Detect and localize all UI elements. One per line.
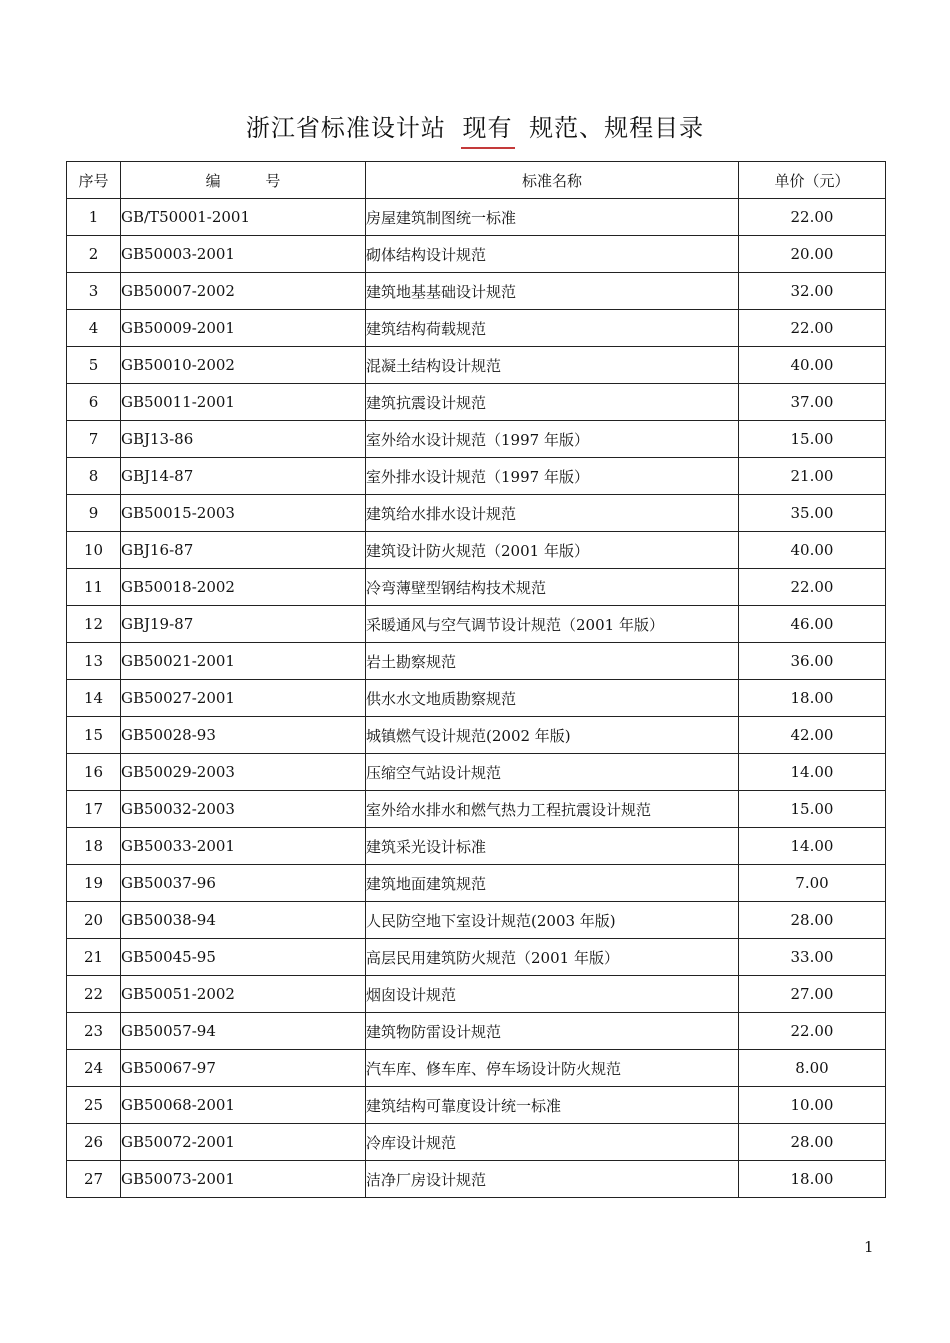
row-price: 14.00 [739, 828, 886, 865]
title-middle [461, 108, 515, 143]
header-code: 编 号 [121, 162, 366, 199]
table-row [67, 1124, 886, 1161]
table-row [67, 680, 886, 717]
row-price: 8.00 [739, 1050, 886, 1087]
row-price: 18.00 [739, 1161, 886, 1198]
row-name: 房屋建筑制图统一标准 [366, 199, 739, 236]
table-row [67, 458, 886, 495]
row-no: 5 [67, 347, 121, 384]
row-no: 16 [67, 754, 121, 791]
row-price: 37.00 [739, 384, 886, 421]
row-name: 采暖通风与空气调节设计规范（2001 年版） [366, 606, 739, 643]
row-no: 18 [67, 828, 121, 865]
table-row [67, 199, 886, 236]
row-price: 36.00 [739, 643, 886, 680]
row-price: 7.00 [739, 865, 886, 902]
row-code: GBJ14-87 [121, 458, 366, 495]
row-no: 9 [67, 495, 121, 532]
row-price: 21.00 [739, 458, 886, 495]
table-row [67, 717, 886, 754]
table-row [67, 1161, 886, 1198]
row-name: 建筑抗震设计规范 [366, 384, 739, 421]
row-code: GB50073-2001 [121, 1161, 366, 1198]
table-row [67, 384, 886, 421]
row-name: 建筑地面建筑规范 [366, 865, 739, 902]
row-name: 建筑地基基础设计规范 [366, 273, 739, 310]
table-row [67, 421, 886, 458]
table-row [67, 754, 886, 791]
row-code: GB50028-93 [121, 717, 366, 754]
row-no: 10 [67, 532, 121, 569]
table-row [67, 236, 886, 273]
row-no: 12 [67, 606, 121, 643]
row-name: 建筑设计防火规范（2001 年版） [366, 532, 739, 569]
row-price: 22.00 [739, 1013, 886, 1050]
row-code: GB50038-94 [121, 902, 366, 939]
page-number: 1 [864, 1238, 874, 1256]
row-price: 35.00 [739, 495, 886, 532]
row-code: GB50032-2003 [121, 791, 366, 828]
row-price: 22.00 [739, 199, 886, 236]
row-code: GBJ16-87 [121, 532, 366, 569]
row-name: 岩土勘察规范 [366, 643, 739, 680]
row-no: 17 [67, 791, 121, 828]
title-right: 规范、规程目录 [529, 114, 705, 142]
row-name: 洁净厂房设计规范 [366, 1161, 739, 1198]
row-price: 20.00 [739, 236, 886, 273]
row-price: 32.00 [739, 273, 886, 310]
table-row [67, 828, 886, 865]
table-row [67, 1050, 886, 1087]
row-no: 6 [67, 384, 121, 421]
row-price: 40.00 [739, 347, 886, 384]
row-no: 25 [67, 1087, 121, 1124]
row-name: 冷库设计规范 [366, 1124, 739, 1161]
row-price: 33.00 [739, 939, 886, 976]
table-row [67, 1013, 886, 1050]
table-row [67, 532, 886, 569]
row-code: GB/T50001-2001 [121, 199, 366, 236]
page-title [0, 108, 950, 143]
row-name: 建筑给水排水设计规范 [366, 495, 739, 532]
row-name: 烟囱设计规范 [366, 976, 739, 1013]
row-no: 2 [67, 236, 121, 273]
title-left: 浙江省标准设计站 [245, 114, 446, 142]
row-code: GB50021-2001 [121, 643, 366, 680]
row-no: 3 [67, 273, 121, 310]
row-name: 建筑结构可靠度设计统一标准 [366, 1087, 739, 1124]
row-price: 42.00 [739, 717, 886, 754]
table-row [67, 347, 886, 384]
table-body [67, 199, 886, 1198]
row-name: 室外排水设计规范（1997 年版） [366, 458, 739, 495]
row-price: 10.00 [739, 1087, 886, 1124]
title-middle-text: 现有 [462, 114, 513, 142]
table-header-row [67, 162, 886, 199]
row-name: 建筑物防雷设计规范 [366, 1013, 739, 1050]
row-price: 22.00 [739, 569, 886, 606]
row-name: 冷弯薄壁型钢结构技术规范 [366, 569, 739, 606]
table-row [67, 976, 886, 1013]
row-no: 19 [67, 865, 121, 902]
title-underline [461, 147, 515, 149]
row-no: 11 [67, 569, 121, 606]
row-code: GB50029-2003 [121, 754, 366, 791]
row-price: 15.00 [739, 791, 886, 828]
row-code: GB50033-2001 [121, 828, 366, 865]
row-price: 15.00 [739, 421, 886, 458]
row-price: 46.00 [739, 606, 886, 643]
table-row [67, 569, 886, 606]
header-price: 单价（元） [739, 162, 886, 199]
row-code: GB50009-2001 [121, 310, 366, 347]
row-no: 22 [67, 976, 121, 1013]
row-name: 供水水文地质勘察规范 [366, 680, 739, 717]
row-name: 人民防空地下室设计规范(2003 年版) [366, 902, 739, 939]
row-code: GB50072-2001 [121, 1124, 366, 1161]
row-code: GB50010-2002 [121, 347, 366, 384]
row-code: GB50057-94 [121, 1013, 366, 1050]
table-row [67, 1087, 886, 1124]
row-price: 14.00 [739, 754, 886, 791]
row-code: GB50045-95 [121, 939, 366, 976]
row-name: 砌体结构设计规范 [366, 236, 739, 273]
row-no: 14 [67, 680, 121, 717]
row-price: 40.00 [739, 532, 886, 569]
row-code: GB50067-97 [121, 1050, 366, 1087]
row-price: 28.00 [739, 1124, 886, 1161]
row-code: GBJ19-87 [121, 606, 366, 643]
table-row [67, 791, 886, 828]
row-code: GB50037-96 [121, 865, 366, 902]
header-no: 序号 [67, 162, 121, 199]
row-code: GB50007-2002 [121, 273, 366, 310]
row-price: 28.00 [739, 902, 886, 939]
row-name: 室外给水排水和燃气热力工程抗震设计规范 [366, 791, 739, 828]
table-row [67, 495, 886, 532]
row-price: 27.00 [739, 976, 886, 1013]
row-code: GB50027-2001 [121, 680, 366, 717]
row-name: 高层民用建筑防火规范（2001 年版） [366, 939, 739, 976]
row-name: 城镇燃气设计规范(2002 年版) [366, 717, 739, 754]
row-name: 压缩空气站设计规范 [366, 754, 739, 791]
row-name: 室外给水设计规范（1997 年版） [366, 421, 739, 458]
row-price: 22.00 [739, 310, 886, 347]
row-no: 8 [67, 458, 121, 495]
table-row [67, 939, 886, 976]
row-no: 27 [67, 1161, 121, 1198]
standards-table [66, 161, 886, 1198]
row-code: GB50051-2002 [121, 976, 366, 1013]
row-name: 混凝土结构设计规范 [366, 347, 739, 384]
row-price: 18.00 [739, 680, 886, 717]
row-no: 1 [67, 199, 121, 236]
row-name: 建筑结构荷载规范 [366, 310, 739, 347]
header-name: 标准名称 [366, 162, 739, 199]
row-no: 20 [67, 902, 121, 939]
row-name: 汽车库、修车库、停车场设计防火规范 [366, 1050, 739, 1087]
row-name: 建筑采光设计标准 [366, 828, 739, 865]
row-no: 23 [67, 1013, 121, 1050]
row-no: 15 [67, 717, 121, 754]
row-code: GB50011-2001 [121, 384, 366, 421]
table-row [67, 606, 886, 643]
table-row [67, 273, 886, 310]
table-row [67, 310, 886, 347]
row-no: 4 [67, 310, 121, 347]
row-code: GB50018-2002 [121, 569, 366, 606]
row-code: GB50068-2001 [121, 1087, 366, 1124]
row-code: GB50003-2001 [121, 236, 366, 273]
row-no: 21 [67, 939, 121, 976]
row-no: 26 [67, 1124, 121, 1161]
row-no: 13 [67, 643, 121, 680]
table-row [67, 902, 886, 939]
table-row [67, 643, 886, 680]
row-no: 7 [67, 421, 121, 458]
row-no: 24 [67, 1050, 121, 1087]
table-row [67, 865, 886, 902]
row-code: GBJ13-86 [121, 421, 366, 458]
row-code: GB50015-2003 [121, 495, 366, 532]
